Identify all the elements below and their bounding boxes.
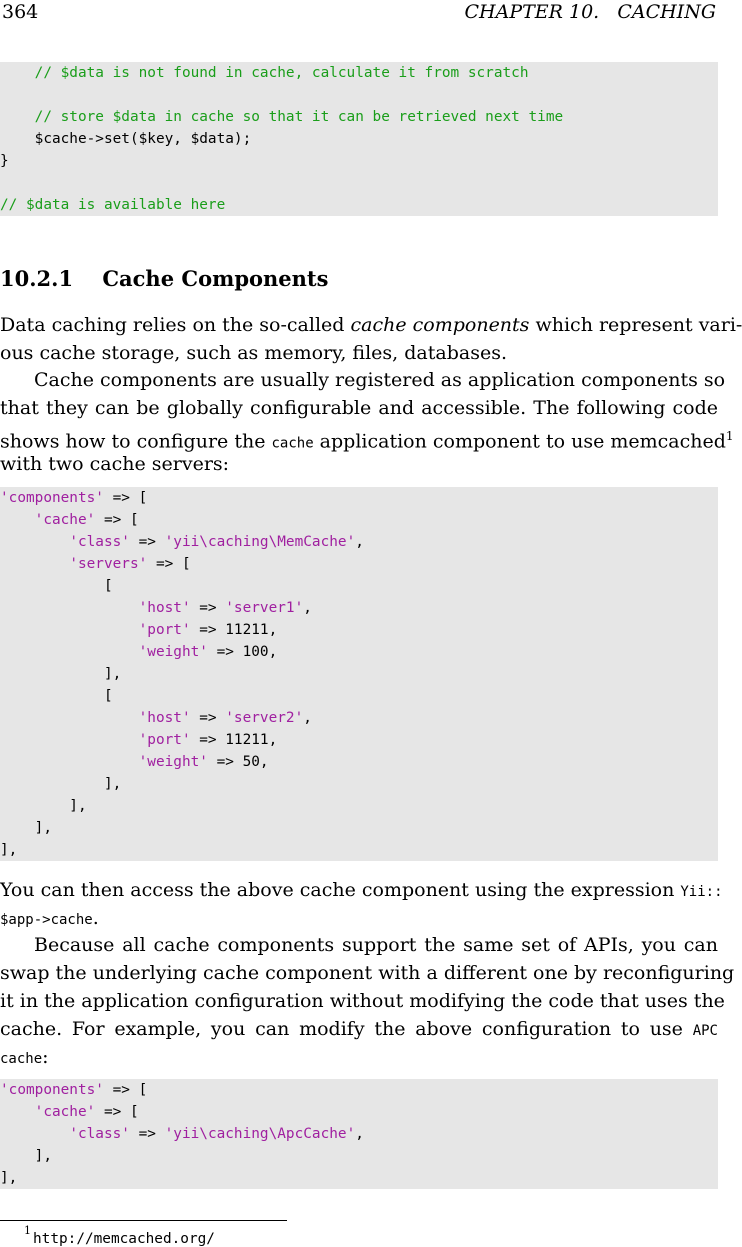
code-line: 'host' => 'server2',: [138, 710, 312, 726]
code-line: 'weight' => 50,: [138, 754, 269, 770]
page-number: 364: [2, 1, 39, 23]
footnote-link[interactable]: http://memcached.org/: [33, 1230, 215, 1247]
text-run: :: [42, 1046, 49, 1068]
code-line: 'port' => 11211,: [138, 622, 278, 638]
text-run: which represent vari-: [529, 314, 742, 336]
text-run: shows how to configure the: [0, 430, 272, 453]
paragraph-line: [0, 1015, 718, 1043]
inline-code: cache: [0, 1051, 43, 1067]
emphasis-term: cache components: [350, 314, 530, 336]
page-header: [0, 0, 718, 24]
code-line: 'components' => [: [0, 1082, 148, 1098]
section-heading: [0, 266, 328, 291]
code-line: 'cache' => [: [34, 1104, 139, 1120]
code-line: 'cache' => [: [34, 512, 139, 528]
paragraph-line: [0, 904, 718, 932]
text-run: Data caching relies on the so-called: [0, 314, 351, 336]
code-line: $cache->set($key, $data);: [0, 131, 252, 147]
text-run: Cache components are usually registered as application components so: [34, 369, 726, 391]
section-number: 10.2.1: [0, 266, 74, 291]
text-run: application component to use memcached: [313, 430, 726, 453]
code-line: ],: [0, 798, 87, 814]
text-run: cache. For example, you can modify the above configuration to use: [0, 1018, 693, 1040]
inline-code: APC: [692, 1023, 718, 1039]
paragraph-line: that they can be globally configurable and accessible. The following code: [0, 397, 718, 419]
paragraph-line: ous cache storage, such as memory, files, databases.: [0, 342, 507, 364]
code-line: 'class' => 'yii\caching\MemCache',: [69, 534, 364, 550]
code-line: ],: [0, 1148, 52, 1164]
code-line: ],: [0, 666, 122, 682]
footnote-ref[interactable]: 1: [725, 429, 734, 443]
paragraph-line: [0, 311, 742, 339]
code-line: }: [0, 153, 9, 169]
code-line: 'servers' => [: [69, 556, 191, 572]
code-line: 'weight' => 100,: [138, 644, 278, 660]
code-line: ],: [0, 842, 18, 858]
code-line: [: [0, 578, 113, 594]
code-line: // $data is available here: [0, 197, 226, 213]
chapter-title: CHAPTER 10. CACHING: [464, 1, 716, 23]
section-title: Cache Components: [102, 266, 329, 291]
footnote-marker: 1: [24, 1224, 31, 1237]
paragraph-line: [0, 931, 718, 959]
code-line: 'port' => 11211,: [138, 732, 278, 748]
code-line: ],: [0, 776, 122, 792]
paragraph-access: [0, 876, 723, 932]
paragraph-line: swap the underlying cache component with a different one by reconfiguring: [0, 962, 735, 984]
text-run: Because all cache components support the same set of APIs, you can: [34, 934, 718, 956]
paragraph-swap: [0, 931, 735, 1071]
text-run: You can then access the above cache component using the expression: [0, 879, 681, 901]
footnote: [24, 1224, 215, 1247]
code-line: ],: [0, 1170, 18, 1186]
inline-code: $app->cache: [0, 912, 93, 928]
code-block-memcache-config: [0, 487, 718, 861]
code-block-continuation: [0, 62, 718, 216]
paragraph-line: it in the application configuration without modifying the code that uses the: [0, 990, 725, 1012]
footnote-rule: [0, 1220, 287, 1221]
text-run: .: [92, 907, 99, 929]
paragraph-configure: [0, 366, 734, 478]
code-line: 'components' => [: [0, 490, 148, 506]
code-line: // $data is not found in cache, calculate it from scratch: [0, 65, 529, 81]
code-line: 'class' => 'yii\caching\ApcCache',: [69, 1126, 364, 1142]
paragraph-intro: [0, 311, 742, 367]
inline-code: Yii::: [680, 884, 723, 900]
code-line: ],: [0, 820, 52, 836]
paragraph-line: [0, 422, 734, 453]
paragraph-line: [0, 366, 726, 394]
code-line: // store $data in cache so that it can be retrieved next time: [0, 109, 564, 125]
code-line: [: [0, 688, 113, 704]
code-block-apccache-config: [0, 1079, 718, 1189]
paragraph-line: [0, 1043, 718, 1071]
paragraph-line: with two cache servers:: [0, 453, 230, 475]
code-line: 'host' => 'server1',: [138, 600, 312, 616]
inline-code: cache: [271, 435, 314, 452]
paragraph-line: [0, 876, 723, 904]
